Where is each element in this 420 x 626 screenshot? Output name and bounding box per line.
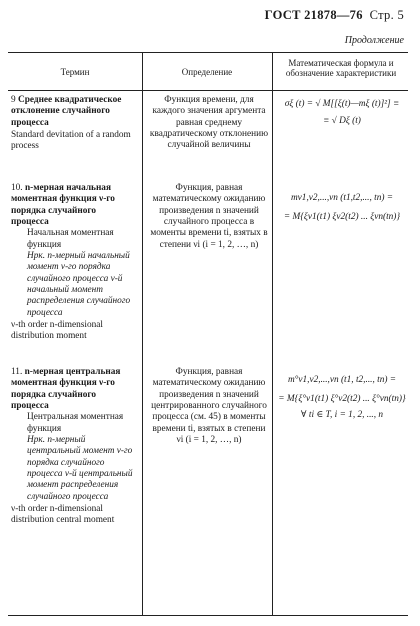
term-alt: Центральная моментная функция (27, 412, 124, 434)
definition-row-10: Функция, равная математическому ожиданию произведения n значений случайного процесса в моменты времени ti, взятых в степени νi (i = 1, 2, …, n) (150, 183, 268, 250)
term-alt: Начальная моментная функция (27, 228, 114, 250)
formula-line: = M{ξ°ν1(t1) ξ°ν2(t2) ... ξ°νn(tn)} (278, 394, 406, 405)
terms-table (8, 52, 408, 616)
term-not-recommended: Нрк. n-мерный центральный момент ν-го порядка случайного процесса ν-й центральный момент распределения случайного процесса (27, 434, 133, 502)
column-divider (142, 53, 143, 615)
page-number: Стр. 5 (369, 8, 404, 22)
formula-line: ∀ ti ∈ T, i = 1, 2, ..., n (300, 409, 384, 420)
term-not-recommended: Нрк. n-мерный начальный момент ν-го порядка случайного процесса ν-й начальный момент распределения случайного процесса (27, 250, 131, 318)
formula-row-9 (276, 99, 408, 128)
definition-row-11: Функция, равная математическому ожиданию произведения n значений центрированного случайного процесса (см. 45) в моменты времени ti, взятых в степени νi (i = 1, 2, …, n) (151, 367, 267, 445)
term-en: Standard devitation of a random process (11, 129, 131, 152)
formula-line: = M{ξν1(t1) ξν2(t2) ... ξνn(tn)} (283, 212, 401, 223)
term-ru: Среднее квадратическое отклонение случайного процесса (11, 95, 122, 128)
term-en: ν-th order n-dimensional distribution moment (11, 319, 103, 342)
column-divider (272, 53, 273, 615)
continuation-label: Продолжение (344, 35, 404, 46)
definition-row-9: Функция времени, для каждого значения аргумента равная среднему квадратическому отклонению случайной величины (149, 95, 269, 151)
header-divider (8, 90, 408, 91)
term-row-11 (11, 367, 135, 527)
term-row-10 (11, 183, 135, 343)
row-number: 10. (11, 183, 23, 193)
formula-row-11 (276, 375, 408, 421)
term-en: ν-th order n-dimensional distribution central moment (11, 503, 115, 526)
formula-line: m°ν1,ν2,...,νn (t1, t2,..., tn) = (287, 375, 397, 385)
term-ru: n-мерная центральная моментная функция ν-го порядка случайного процесса (11, 367, 121, 411)
row-number: 9 (11, 95, 16, 105)
column-header-formula: Математическая формула и обозначение характеристики (285, 58, 397, 79)
standard-number: ГОСТ 21878—76 (264, 8, 363, 22)
column-header-definition: Определение (181, 67, 233, 77)
page-header (265, 8, 404, 23)
row-number: 11. (11, 367, 23, 377)
formula-row-10 (276, 193, 408, 224)
column-header-term: Термин (60, 67, 90, 77)
term-row-9 (11, 95, 135, 153)
formula-line: σξ (t) = √ M[[ξ(t)—mξ (t)]²] ≡ (284, 99, 400, 109)
formula-line: mν1,ν2,...,νn (t1,t2,..., tn) = (290, 193, 394, 203)
term-ru: n-мерная начальная моментная функция ν-го порядка случайного процесса (11, 183, 115, 227)
formula-line: ≡ √ Dξ (t) (323, 116, 361, 127)
